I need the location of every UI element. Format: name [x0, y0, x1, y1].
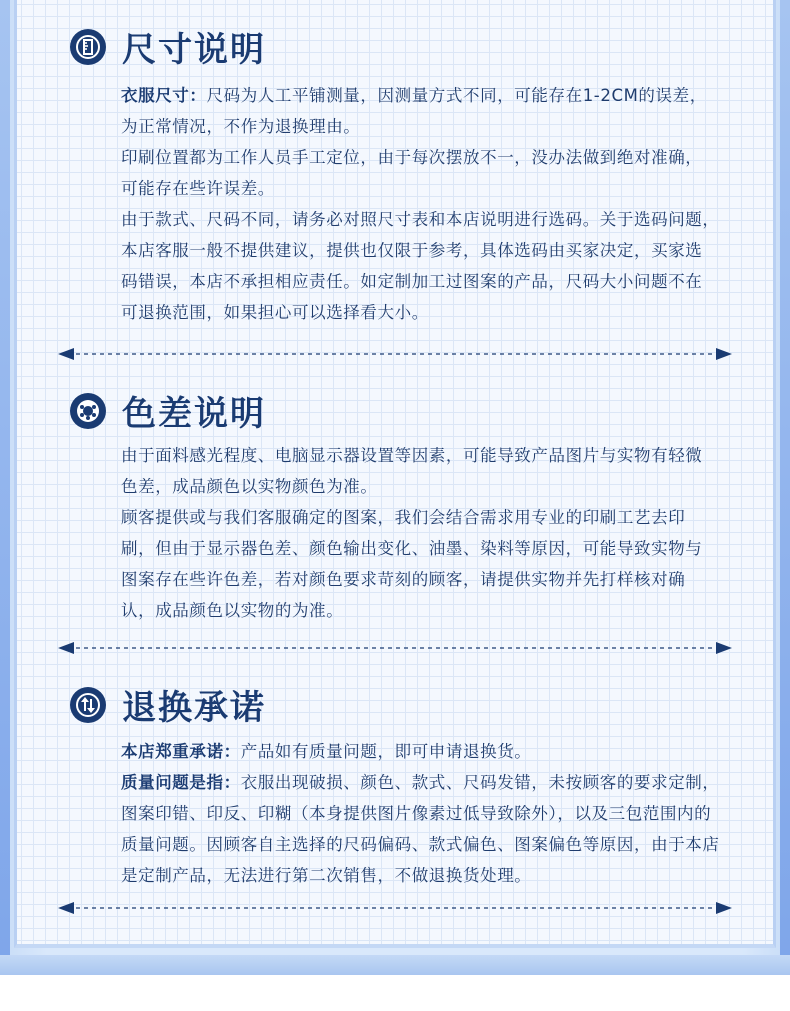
paragraph-line: 顾客提供或与我们客服确定的图案，我们会结合需求用专业的印刷工艺去印: [121, 508, 686, 527]
paragraph-label: 衣服尺寸：: [121, 86, 207, 105]
paragraph-line: 刷，但由于显示器色差、颜色输出变化、油墨、染料等原因，可能导致实物与: [121, 539, 703, 558]
paragraph-line: 图案印错、印反、印糊（本身提供图片像素过低导致除外），以及三包范围内的: [121, 804, 712, 823]
paragraph-line: [121, 80, 746, 111]
section-return-header: [70, 680, 266, 729]
paragraph-line: 由于面料感光程度、电脑显示器设置等因素，可能导致产品图片与实物有轻微: [121, 446, 703, 465]
ruler-icon: [70, 29, 106, 65]
paragraph-text: 产品如有质量问题，即可申请退换货。: [240, 742, 532, 761]
section-size-header: [70, 22, 266, 71]
paragraph-label: 质量问题是指：: [121, 773, 241, 792]
paragraph-line: 图案存在些许色差，若对颜色要求苛刻的顾客，请提供实物并先打样核对确: [121, 570, 686, 589]
paragraph-line: 本店客服一般不提供建议，提供也仅限于参考，具体选码由买家决定，买家选: [121, 241, 703, 260]
section-color-body: [121, 440, 746, 626]
section-color-header: [70, 386, 266, 435]
paragraph-line: 由于款式、尺码不同，请务必对照尺寸表和本店说明进行选码。关于选码问题，: [121, 210, 720, 229]
dashed-arrow-divider: [58, 902, 732, 914]
paragraph-label: 本店郑重承诺：: [121, 742, 241, 761]
paragraph-line: 可能存在些许误差。: [121, 179, 275, 198]
section-size-body: [121, 80, 746, 328]
paragraph-line: 质量问题。因顾客自主选择的尺码偏码、款式偏色、图案偏色等原因，由于本店: [121, 835, 720, 854]
paragraph-line: 认，成品颜色以实物的为准。: [121, 601, 344, 620]
dashed-arrow-divider: [58, 348, 732, 360]
paragraph-line: 印刷位置都为工作人员手工定位，由于每次摆放不一，没办法做到绝对准确，: [121, 148, 703, 167]
paragraph-line: 色差，成品颜色以实物颜色为准。: [121, 477, 378, 496]
frame-bottom-border: [0, 955, 790, 975]
paragraph-text: 尺码为人工平铺测量，因测量方式不同，可能存在1-2CM的误差，: [206, 86, 707, 105]
paragraph-text: 衣服出现破损、颜色、款式、尺码发错，未按顾客的要求定制，: [240, 773, 720, 792]
exchange-arrows-icon: [70, 687, 106, 723]
paragraph-line: 码错误，本店不承担相应责任。如定制加工过图案的产品，尺码大小问题不在: [121, 272, 703, 291]
section-title: 退换承诺: [122, 688, 266, 728]
section-title: 色差说明: [122, 394, 266, 434]
section-return-body: [121, 736, 746, 891]
paragraph-line: [121, 736, 746, 767]
dashed-arrow-divider: [58, 642, 732, 654]
paragraph-line: 可退换范围，如果担心可以选择看大小。: [121, 303, 429, 322]
frame-left-border: [0, 0, 10, 960]
paragraph-line: [121, 767, 746, 798]
paragraph-line: 是定制产品，无法进行第二次销售，不做退换货处理。: [121, 866, 532, 885]
palette-icon: [70, 393, 106, 429]
paragraph-line: 为正常情况，不作为退换理由。: [121, 117, 361, 136]
frame-right-border: [780, 0, 790, 960]
section-title: 尺寸说明: [122, 30, 266, 70]
